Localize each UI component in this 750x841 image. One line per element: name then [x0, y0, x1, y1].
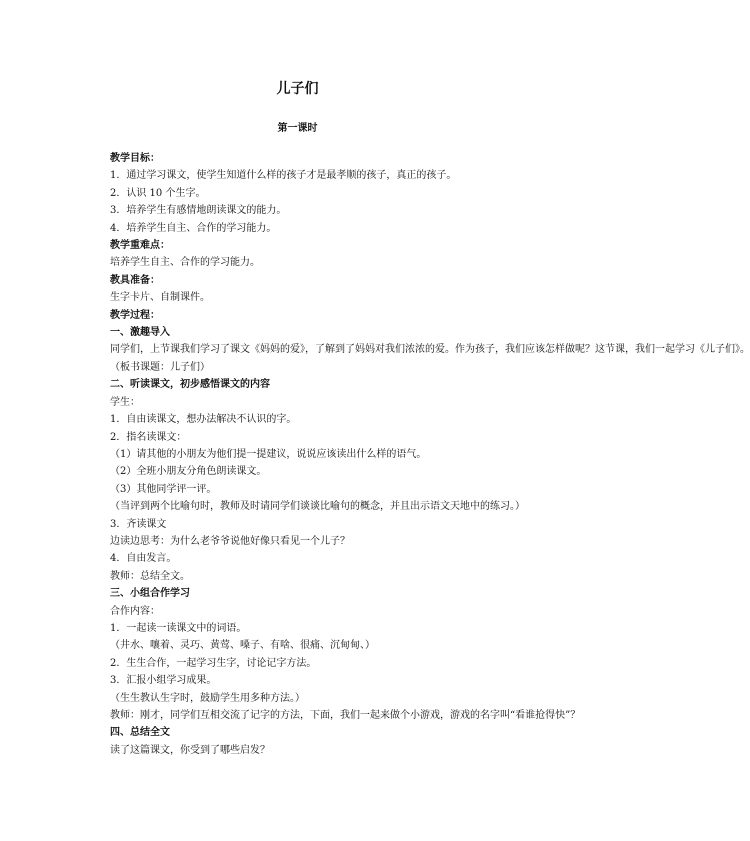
body-line: （3）其他同学评一评。 [110, 483, 217, 495]
body-line: （2）全班小朋友分角色朗读课文。 [110, 466, 267, 478]
body-paragraph: 同学们，上节课我们学习了课文《妈妈的爱》，了解到了妈妈对我们浓浓的爱。作为孩子，我们应该怎样做呢？这节课，我们一起学习《儿子们》。 [110, 344, 750, 356]
body-line: 培养学生自主、合作的学习能力。 [110, 257, 260, 269]
body-line: 2．生生合作，一起学习生字，讨论记字方法。 [110, 657, 317, 669]
body-line: 3．培养学生有感情地朗读课文的能力。 [110, 205, 287, 217]
body-line: （生生教认生字时，鼓励学生用多种方法。） [110, 692, 305, 704]
body-line: 边读边思考：为什么老爷爷说他好像只看见一个儿子？ [110, 535, 350, 547]
body-line: 4．培养学生自主、合作的学习能力。 [110, 222, 277, 234]
body-line: 1．通过学习课文，使学生知道什么样的孩子才是最孝顺的孩子，真正的孩子。 [110, 170, 457, 182]
body-line: 合作内容： [110, 605, 160, 617]
body-line: 2．指名读课文： [110, 431, 187, 443]
section-heading: 教学目标： [110, 153, 160, 164]
body-line: 教师：总结全文。 [110, 570, 190, 582]
step-heading: 一、激趣导入 [110, 327, 170, 339]
body-line: 生字卡片、自制课件。 [110, 292, 210, 304]
body-line: （井水、嚷着、灵巧、黄莺、嗓子、有啥、很痛、沉甸甸、） [110, 640, 375, 652]
step-heading: 二、听读课文，初步感悟课文的内容 [110, 379, 270, 391]
body-line: 2．认识 10 个生字。 [110, 187, 206, 199]
body-line: 1．一起读一读课文中的词语。 [110, 622, 247, 634]
body-line: 3．汇报小组学习成果。 [110, 675, 217, 687]
section-heading: 教学过程： [110, 309, 160, 321]
document-title: 儿子们 [276, 81, 319, 97]
step-heading: 四、总结全文 [110, 727, 170, 739]
lesson-subtitle: 第一课时 [277, 123, 318, 134]
body-line: 读了这篇课文，你受到了哪些启发？ [110, 744, 270, 756]
section-heading: 教具准备： [110, 274, 160, 286]
body-line: （板书课题：儿子们） [110, 361, 210, 373]
body-line: 1．自由读课文，想办法解决不认识的字。 [110, 414, 297, 426]
body-paragraph: 教师：刚才，同学们互相交流了记字的方法，下面，我们一起来做个小游戏，游戏的名字叫“看谁抢得快”？ [110, 710, 581, 721]
body-line: 4．自由发言。 [110, 553, 177, 565]
section-heading: 教学重难点： [110, 240, 170, 252]
body-line: 3．齐读课文 [110, 518, 167, 530]
body-line: 学生： [110, 396, 140, 408]
document-body [90, 150, 750, 759]
body-line: （1）请其他的小朋友为他们提一提建议，说说应该读出什么样的语气。 [110, 448, 427, 460]
step-heading: 三、小组合作学习 [110, 588, 190, 600]
body-paragraph: （当评到两个比喻句时，教师及时请同学们谈谈比喻句的概念，并且出示语文天地中的练习。） [110, 501, 525, 513]
